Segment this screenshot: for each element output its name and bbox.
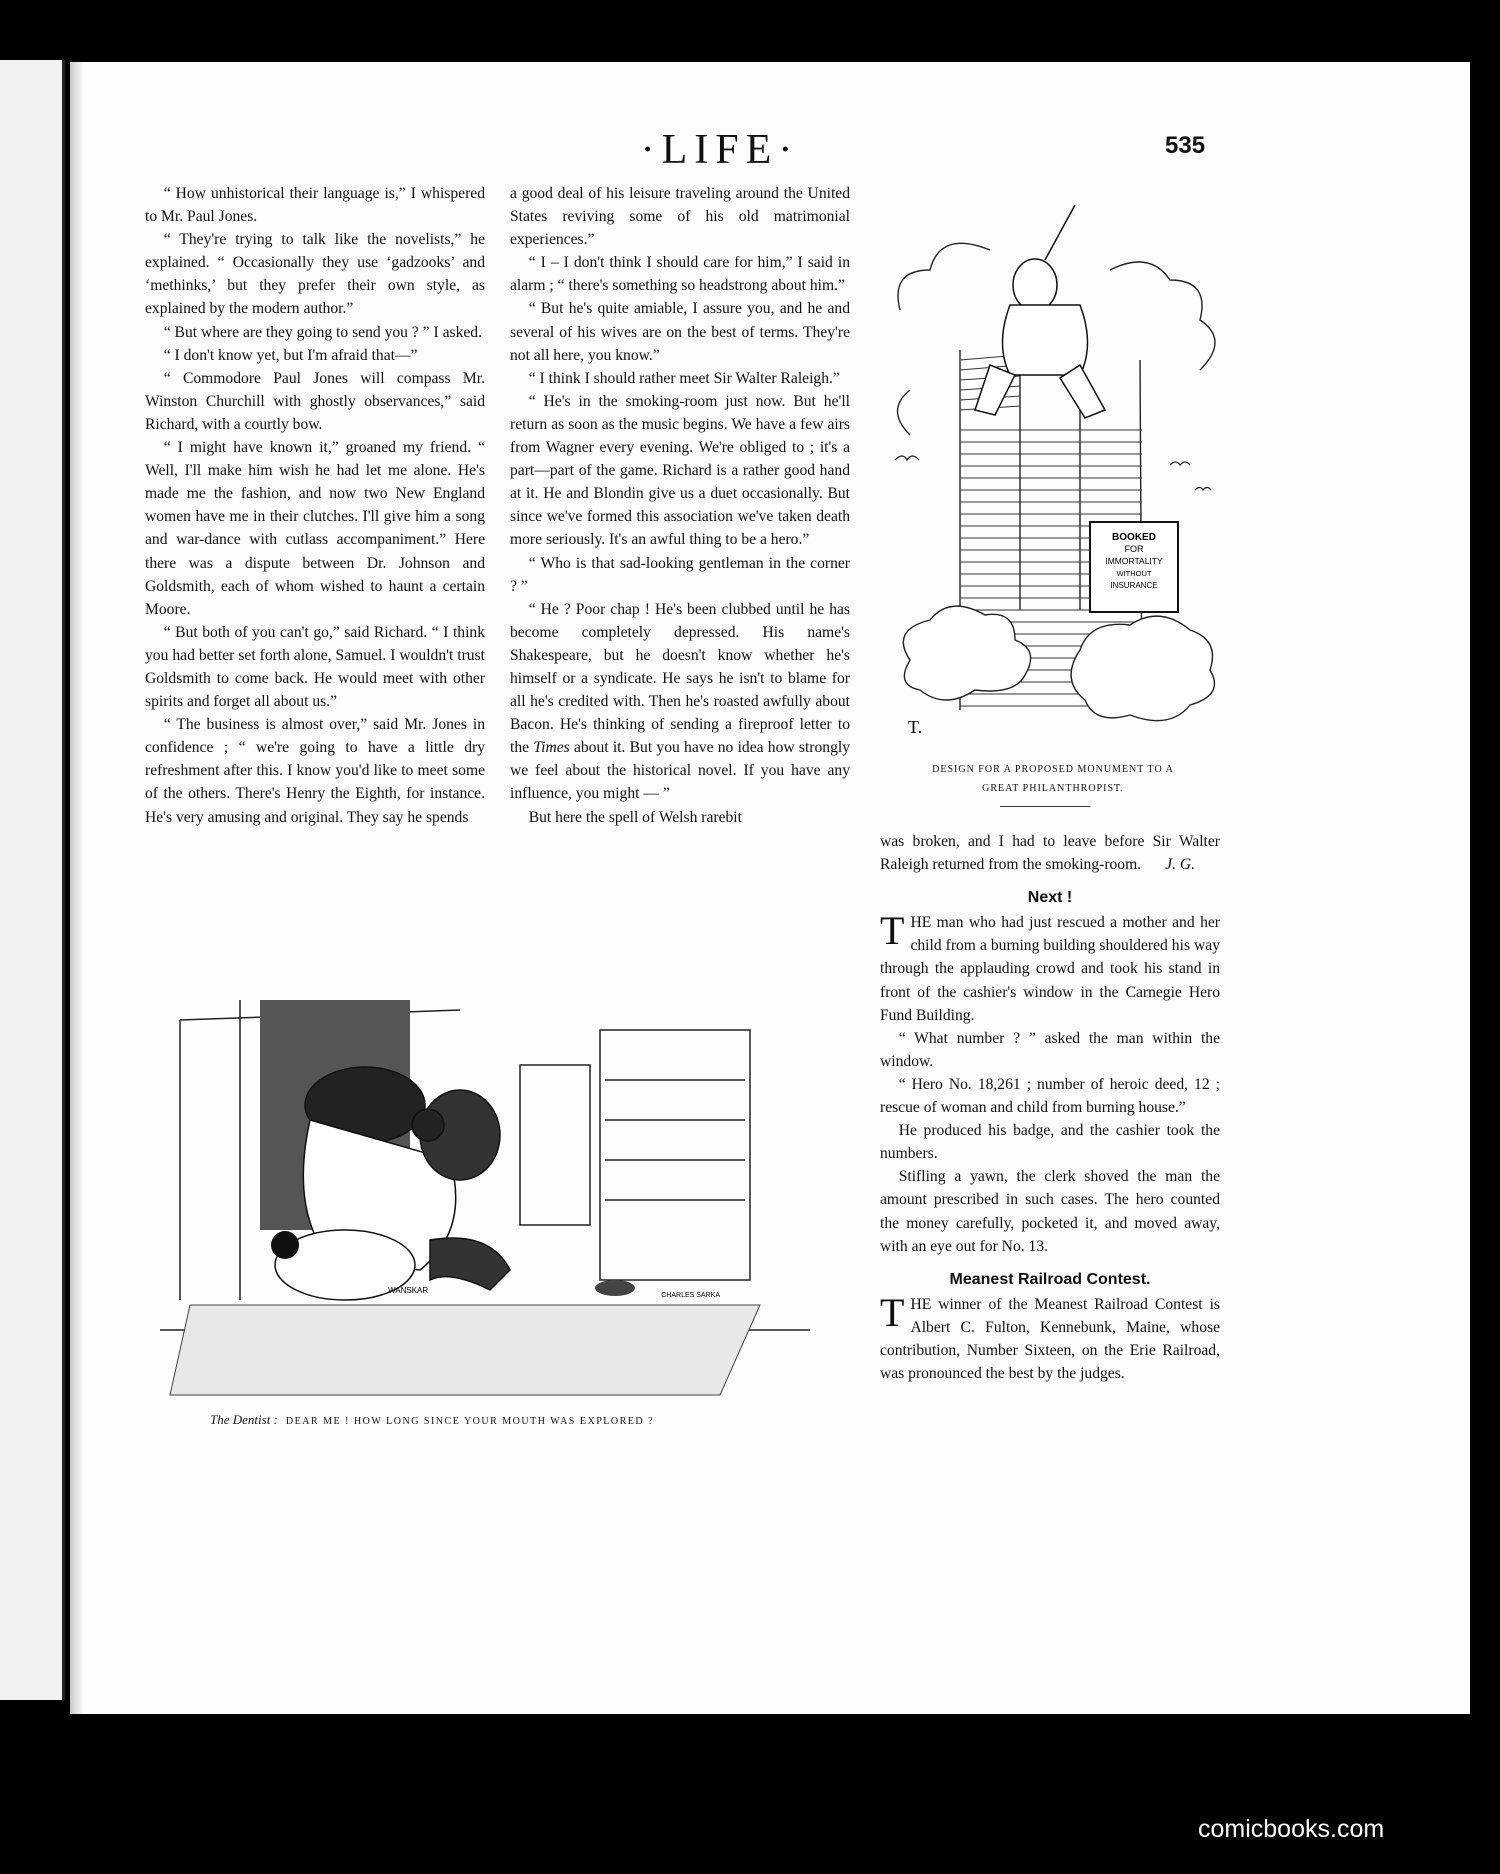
- masthead: ·LIFE·: [640, 127, 800, 173]
- caption-speaker: The Dentist :: [210, 1412, 278, 1427]
- divider: [1000, 806, 1090, 807]
- paragraph-shakespeare: [510, 598, 850, 806]
- sign-line: FOR: [1124, 544, 1144, 554]
- paragraph: [880, 1289, 1220, 1385]
- monument-sign: [1090, 522, 1178, 612]
- paragraph: “ I might have known it,” groaned my friend. “ Well, I'll make him wish he had let me alone. He's made me the fashion, and now two New England women have me in their clutches. I'll give him a song and war-dance with cutlass accompaniment.” Here there was a dispute between Dr. Johnson and Goldsmith, each of whom wished to haunt a certain Moore.: [145, 439, 485, 618]
- article-column-2: [510, 182, 850, 829]
- paragraph: “ They're trying to talk like the novelists,” he explained. “ Occasionally they use ‘gadzooks’ and ‘methinks,’ but they prefer their own style, as explained by the modern author.”: [145, 231, 485, 318]
- text-run: HE man who had just rescued a mother and her child from a burning building shouldered his way through the applauding crowd and took his stand in front of the cashier's window in the Carnegie Hero Fund Building.: [880, 914, 1220, 1024]
- article-column-1: [145, 182, 485, 829]
- watermark: comicbooks.com: [1198, 1815, 1385, 1843]
- paragraph: [880, 908, 1220, 1026]
- paragraph: “ What number ? ” asked the man within the window.: [880, 1029, 1220, 1070]
- dentist-cartoon: [160, 1000, 810, 1405]
- drop-cap: T: [880, 1289, 905, 1335]
- paragraph-continuation: a good deal of his leisure traveling around the United States reviving some of his old matrimonial experiences.”: [510, 185, 850, 249]
- author-signature: J. G.: [1165, 856, 1195, 874]
- text-run: HE winner of the Meanest Railroad Contest is Albert C. Fulton, Kennebunk, Maine, whose contribution, Number Sixteen, on the Erie Railroad, was pronounced the best by the judges.: [880, 1295, 1220, 1383]
- section-title-next: Next !: [1027, 889, 1073, 907]
- paragraph: Stifling a yawn, the clerk shoved the man the amount prescribed in such cases. The hero counted the money carefully, pocketed it, and moved away, with an eye out for No. 13.: [880, 1168, 1220, 1255]
- dentist-caption: [210, 1412, 850, 1428]
- text-run: about it. But you have no idea how strongly we feel about the historical novel. If you have any influence, you might — ”: [510, 739, 850, 803]
- paragraph: He produced his badge, and the cashier took the numbers.: [880, 1122, 1220, 1163]
- sign-line: INSURANCE: [1110, 581, 1158, 590]
- paragraph: “ Commodore Paul Jones will compass Mr. Winston Churchill with ghostly observances,” said Richard, with a courtly bow.: [145, 369, 485, 433]
- paragraph: “ I – I don't think I should care for him,” I said in alarm ; “ there's something so headstrong about him.”: [510, 254, 850, 295]
- paragraph: “ But both of you can't go,” said Richard. “ I think you had better set forth alone, Samuel. I wouldn't trust Goldsmith to come back. He would meet with other spirits and forget all about us.”: [145, 623, 485, 711]
- closing-paragraph: [880, 830, 1220, 876]
- monument-cartoon: [880, 190, 1225, 750]
- paragraph: “ Who is that sad-looking gentleman in the corner ? ”: [510, 554, 850, 595]
- monument-caption: [878, 760, 1228, 798]
- caption-line: DESIGN FOR A PROPOSED MONUMENT TO A: [932, 764, 1174, 775]
- paragraph: “ I think I should rather meet Sir Walter Raleigh.”: [528, 369, 840, 387]
- page-number: 535: [1165, 132, 1206, 159]
- drop-cap: T: [880, 908, 905, 954]
- sign-line: IMMORTALITY: [1105, 556, 1163, 566]
- text-run: “ He ? Poor chap ! He's been clubbed until he has become completely depressed. His name's Shakespeare, but he doesn't know whether he's himself or a syndicate. He says he isn't to blame for all he's credited with. Then he's roasted awfully about Bacon. He's thinking of sending a fireproof letter to the: [510, 600, 850, 757]
- mat-text: WANSKAR: [388, 1286, 429, 1295]
- article-column-3: [880, 830, 1220, 1385]
- paragraph: “ Hero No. 18,261 ; number of heroic deed, 12 ; rescue of woman and child from burning house.”: [880, 1075, 1220, 1117]
- artist-signature: CHARLES SARKA: [661, 1292, 720, 1299]
- caption-text: DEAR ME ! HOW LONG SINCE YOUR MOUTH WAS EXPLORED ?: [285, 1416, 655, 1427]
- section-title-contest: Meanest Railroad Contest.: [949, 1270, 1151, 1288]
- sign-line: BOOKED: [1112, 532, 1156, 543]
- gutter-shadow: [70, 62, 84, 1714]
- text-run: was broken, and I had to leave before Sir Walter Raleigh returned from the smoking-room.: [880, 833, 1220, 874]
- times-italic: Times: [533, 739, 570, 757]
- paragraph: “ The business is almost over,” said Mr. Jones in confidence ; “ we're going to have a little dry refreshment after this. I know you'd like to meet some of the others. There's Henry the Eighth, for instance. He's very amusing and original. They say he spends: [145, 716, 485, 826]
- artist-mark: T.: [908, 717, 923, 737]
- paragraph: “ How unhistorical their language is,” I whispered to Mr. Paul Jones.: [145, 185, 485, 226]
- paragraph: “ He's in the smoking-room just now. But he'll return as soon as the music begins. We have a few airs from Wagner every evening. We're obliged to ; it's a part—part of the game. Richard is a rather good hand at it. He and Blondin give us a duet occasionally. But since we've formed this association we've taken death more seriously. It's an awful thing to be a hero.”: [510, 392, 850, 549]
- paragraph: But here the spell of Welsh rarebit: [528, 808, 742, 826]
- caption-line: GREAT PHILANTHROPIST.: [982, 783, 1124, 794]
- facing-page-edge: [0, 60, 65, 1700]
- paragraph: “ I don't know yet, but I'm afraid that—”: [163, 346, 418, 364]
- sign-line: WITHOUT: [1116, 569, 1152, 578]
- paragraph: “ But he's quite amiable, I assure you, and he and several of his wives are on the best of terms. They're not all here, you know.”: [510, 300, 850, 364]
- paragraph: “ But where are they going to send you ? ” I asked.: [163, 323, 482, 341]
